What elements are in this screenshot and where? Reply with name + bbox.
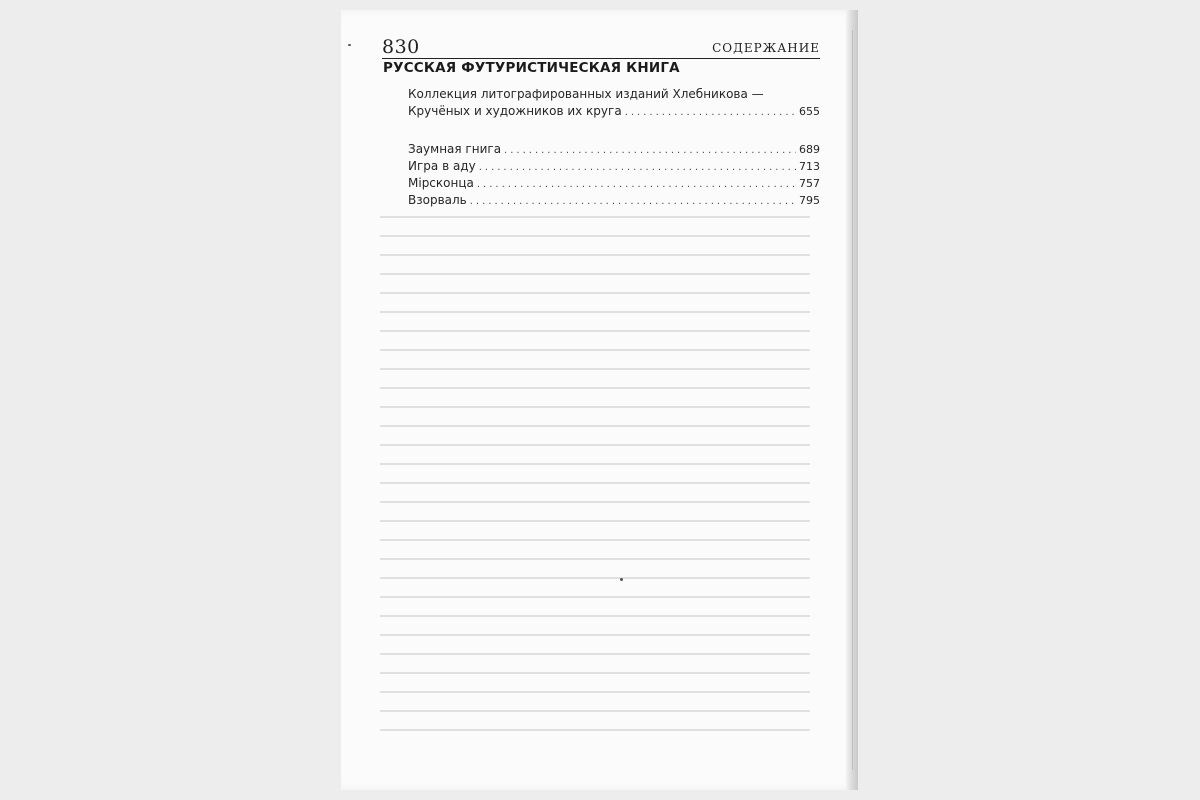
toc-entry-title: Заумная гнига [408, 142, 502, 156]
toc-leader-dots [479, 159, 796, 175]
toc-entry-page: 795 [799, 194, 820, 207]
scan-speck [620, 578, 623, 581]
toc-spacer [408, 120, 820, 141]
page-number: 830 [382, 36, 420, 58]
page-header [382, 36, 820, 59]
toc-entry [408, 192, 820, 209]
running-head: СОДЕРЖАНИЕ [712, 41, 820, 55]
bleed-through-text [380, 208, 810, 748]
toc-leader-dots [470, 193, 796, 209]
toc-entry [408, 175, 820, 192]
toc-entry-line [408, 86, 820, 103]
toc-entry-title: Взорваль [408, 193, 467, 207]
toc-entry-title: Игра в аду [408, 159, 476, 173]
toc-entry-title: Кручёных и художников их круга [408, 104, 622, 118]
toc-entry-title: Мірсконца [408, 176, 474, 190]
toc-entry [408, 103, 820, 120]
toc-entry-page: 713 [799, 160, 820, 173]
toc-leader-dots [477, 176, 796, 192]
toc-entry-title: Коллекция литографированных изданий Хлебникова — [408, 87, 764, 101]
scan-speck [348, 44, 351, 46]
toc-leader-dots [504, 142, 796, 158]
toc-entry [408, 158, 820, 175]
toc-entry-page: 757 [799, 177, 820, 190]
toc-leader-dots [625, 104, 796, 120]
toc-entry-page: 655 [799, 105, 820, 118]
toc-entry [408, 141, 820, 158]
toc-entry-page: 689 [799, 143, 820, 156]
table-of-contents [408, 86, 820, 209]
page-spine-line [852, 30, 853, 770]
section-heading: РУССКАЯ ФУТУРИСТИЧЕСКАЯ КНИГА [383, 60, 680, 76]
